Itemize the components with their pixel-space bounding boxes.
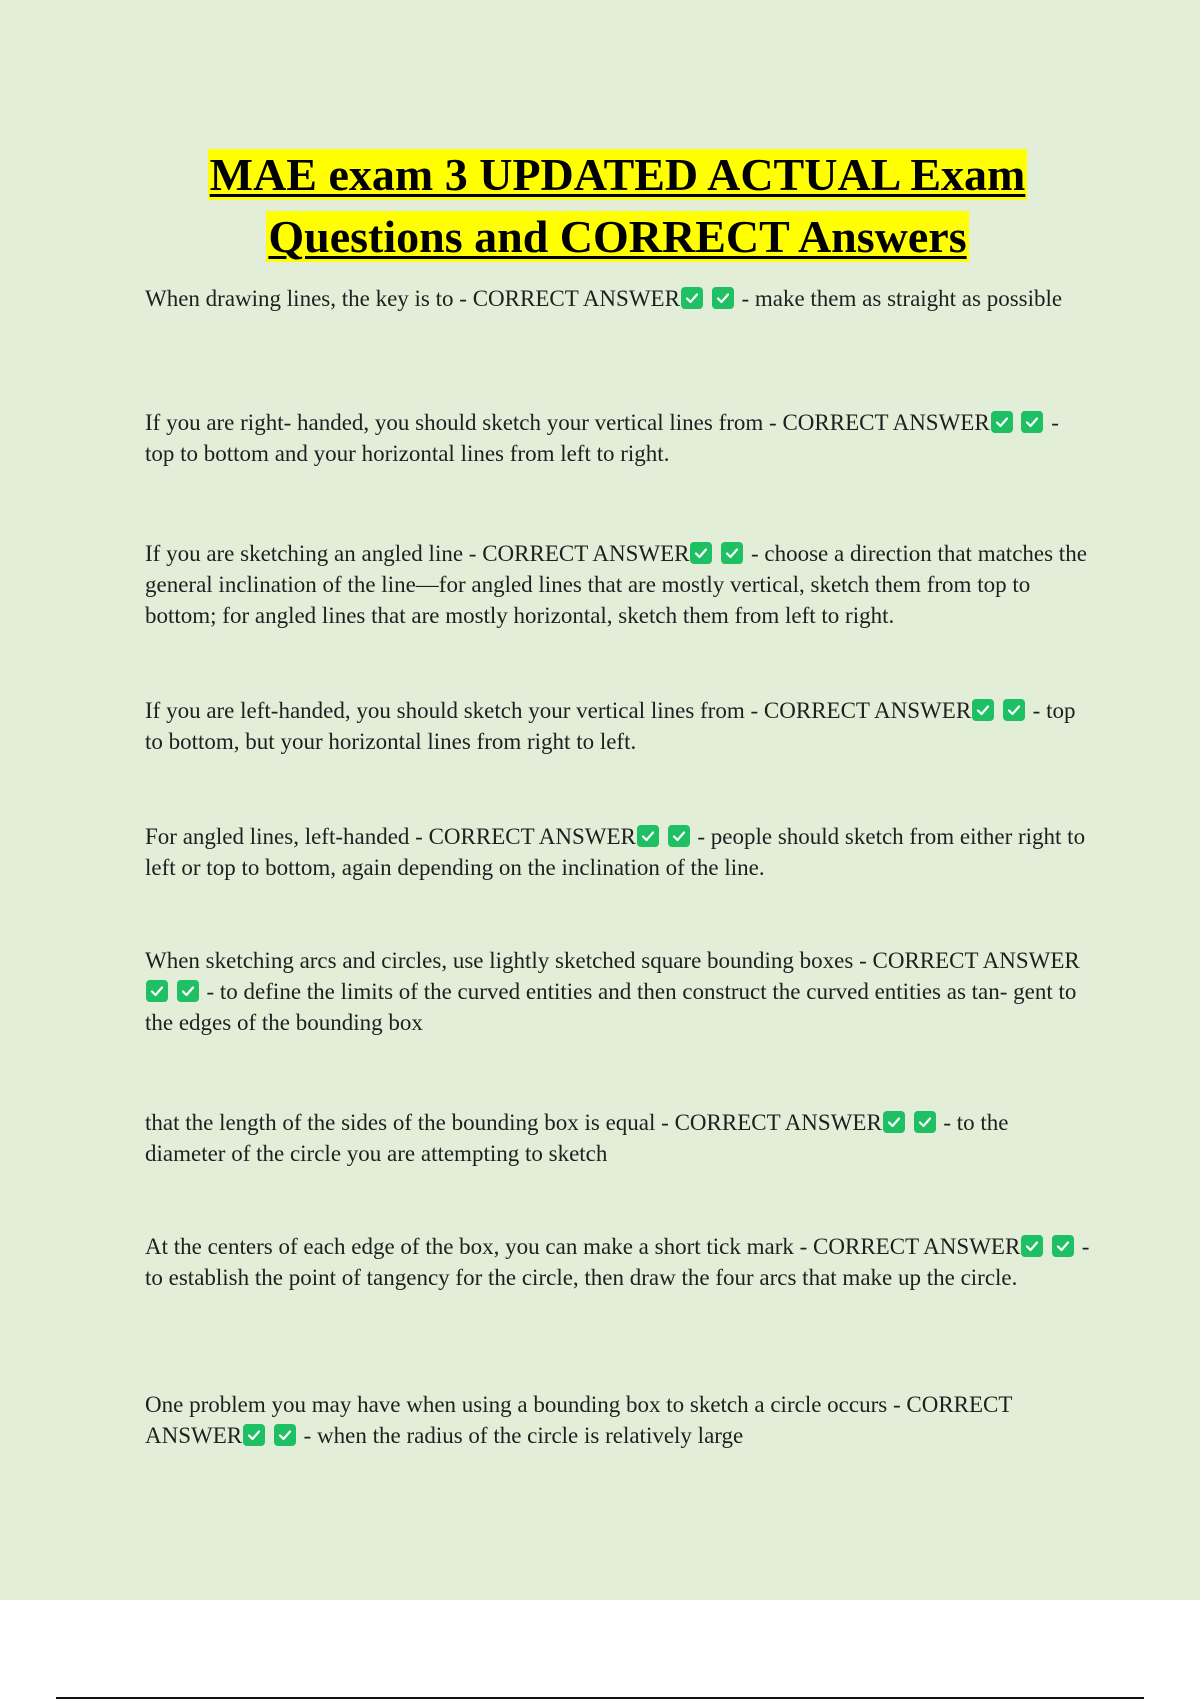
answer-text: top to bottom and your horizontal lines from left to right.: [145, 441, 670, 466]
answer-marker: CORRECT ANSWER: [813, 1234, 1021, 1259]
qa-item: For angled lines, left-handed - CORRECT ANSWER - people should sketch from either right to left or top to bottom, again depending on the inclination of the line.: [145, 824, 1086, 880]
green-check-box-icon: [721, 542, 743, 564]
qa-item: If you are left-handed, you should sketch your vertical lines from - CORRECT ANSWER - top to bottom, but your horizontal lines from right to left.: [145, 698, 1076, 754]
document-title: MAE exam 3 UPDATED ACTUAL Exam Questions and CORRECT Answers: [209, 149, 1026, 262]
answer-text: choose a direction that matches the general inclination of the line—for angled lines that are mostly vertical, sketch them from top to bottom; for angled lines that are mostly horizontal, sketch them from left to right.: [145, 541, 1087, 628]
green-check-box-icon: [1003, 699, 1025, 721]
green-check-box-icon: [681, 287, 703, 309]
green-check-box-icon: [712, 287, 734, 309]
qa-item: that the length of the sides of the bounding box is equal - CORRECT ANSWER - to the diameter of the circle you are attempting to sketch: [145, 1110, 1009, 1166]
question-text: When sketching arcs and circles, use lightly sketched square bounding boxes: [145, 948, 854, 973]
answer-marker: CORRECT ANSWER: [674, 1110, 882, 1135]
answer-text: make them as straight as possible: [754, 286, 1063, 311]
question-text: For angled lines, left-handed: [145, 824, 410, 849]
qa-item: At the centers of each edge of the box, you can make a short tick mark - CORRECT ANSWER - to establish the point of tangency for the circle, then draw the four arcs that make up the circle.: [145, 1234, 1090, 1290]
answer-text: when the radius of the circle is relatively large: [317, 1423, 744, 1448]
question-text: One problem you may have when using a bounding box to sketch a circle occurs: [145, 1392, 888, 1417]
question-text: At the centers of each edge of the box, you can make a short tick mark: [145, 1234, 794, 1259]
green-check-box-icon: [146, 980, 168, 1002]
answer-marker: CORRECT ANSWER: [782, 410, 990, 435]
green-check-box-icon: [991, 411, 1013, 433]
answer-marker: CORRECT ANSWER: [482, 541, 690, 566]
green-check-box-icon: [177, 980, 199, 1002]
green-check-box-icon: [668, 825, 690, 847]
green-check-box-icon: [637, 825, 659, 847]
title-block: [130, 144, 1105, 268]
answer-marker: CORRECT ANSWER: [428, 824, 636, 849]
answer-marker: CORRECT ANSWER: [472, 286, 680, 311]
green-check-box-icon: [914, 1111, 936, 1133]
answer-marker: CORRECT ANSWER: [872, 948, 1080, 973]
qa-item: If you are sketching an angled line - CORRECT ANSWER - choose a direction that matches the general inclination of the line—for angled lines that are mostly vertical, sketch them from top to bottom; for angled lines that are mostly horizontal, sketch them from left to right.: [145, 541, 1087, 628]
green-check-box-icon: [883, 1111, 905, 1133]
green-check-box-icon: [243, 1424, 265, 1446]
answer-text: to establish the point of tangency for the circle, then draw the four arcs that make up the circle.: [145, 1265, 1018, 1290]
green-check-box-icon: [1021, 1235, 1043, 1257]
answer-text: to define the limits of the curved entities and then construct the curved entities as tan- gent to the edges of the bounding box: [145, 979, 1077, 1035]
green-check-box-icon: [1052, 1235, 1074, 1257]
green-check-box-icon: [972, 699, 994, 721]
answer-marker: CORRECT ANSWER: [145, 1392, 1013, 1448]
qa-item: If you are right- handed, you should sketch your vertical lines from - CORRECT ANSWER - top to bottom and your horizontal lines from left to right.: [145, 410, 1059, 466]
footer-divider: [56, 1697, 1144, 1699]
answer-marker: CORRECT ANSWER: [763, 698, 972, 723]
question-text: that the length of the sides of the bounding box is equal: [145, 1110, 656, 1135]
green-check-box-icon: [1021, 411, 1043, 433]
question-text: If you are right- handed, you should sketch your vertical lines from: [145, 410, 764, 435]
qa-item: When sketching arcs and circles, use lightly sketched square bounding boxes - CORRECT ANSWER - to define the limits of the curved entities and then construct the curved entities as tan- gent to the edges of the bounding box: [145, 948, 1080, 1035]
green-check-box-icon: [690, 542, 712, 564]
question-text: When drawing lines, the key is to: [145, 286, 454, 311]
question-text: If you are sketching an angled line: [145, 541, 464, 566]
green-check-box-icon: [274, 1424, 296, 1446]
question-text: If you are left-handed, you should sketch your vertical lines from: [145, 698, 745, 723]
answer-text: top to bottom, but your horizontal lines from right to left.: [145, 698, 1076, 754]
answer-text: to the diameter of the circle you are attempting to sketch: [145, 1110, 1009, 1166]
qa-item: When drawing lines, the key is to - CORRECT ANSWER - make them as straight as possible: [145, 286, 1063, 311]
answer-text: people should sketch from either right to left or top to bottom, again depending on the inclination of the line.: [145, 824, 1086, 880]
qa-item: One problem you may have when using a bounding box to sketch a circle occurs - CORRECT ANSWER - when the radius of the circle is relatively large: [145, 1392, 1013, 1448]
